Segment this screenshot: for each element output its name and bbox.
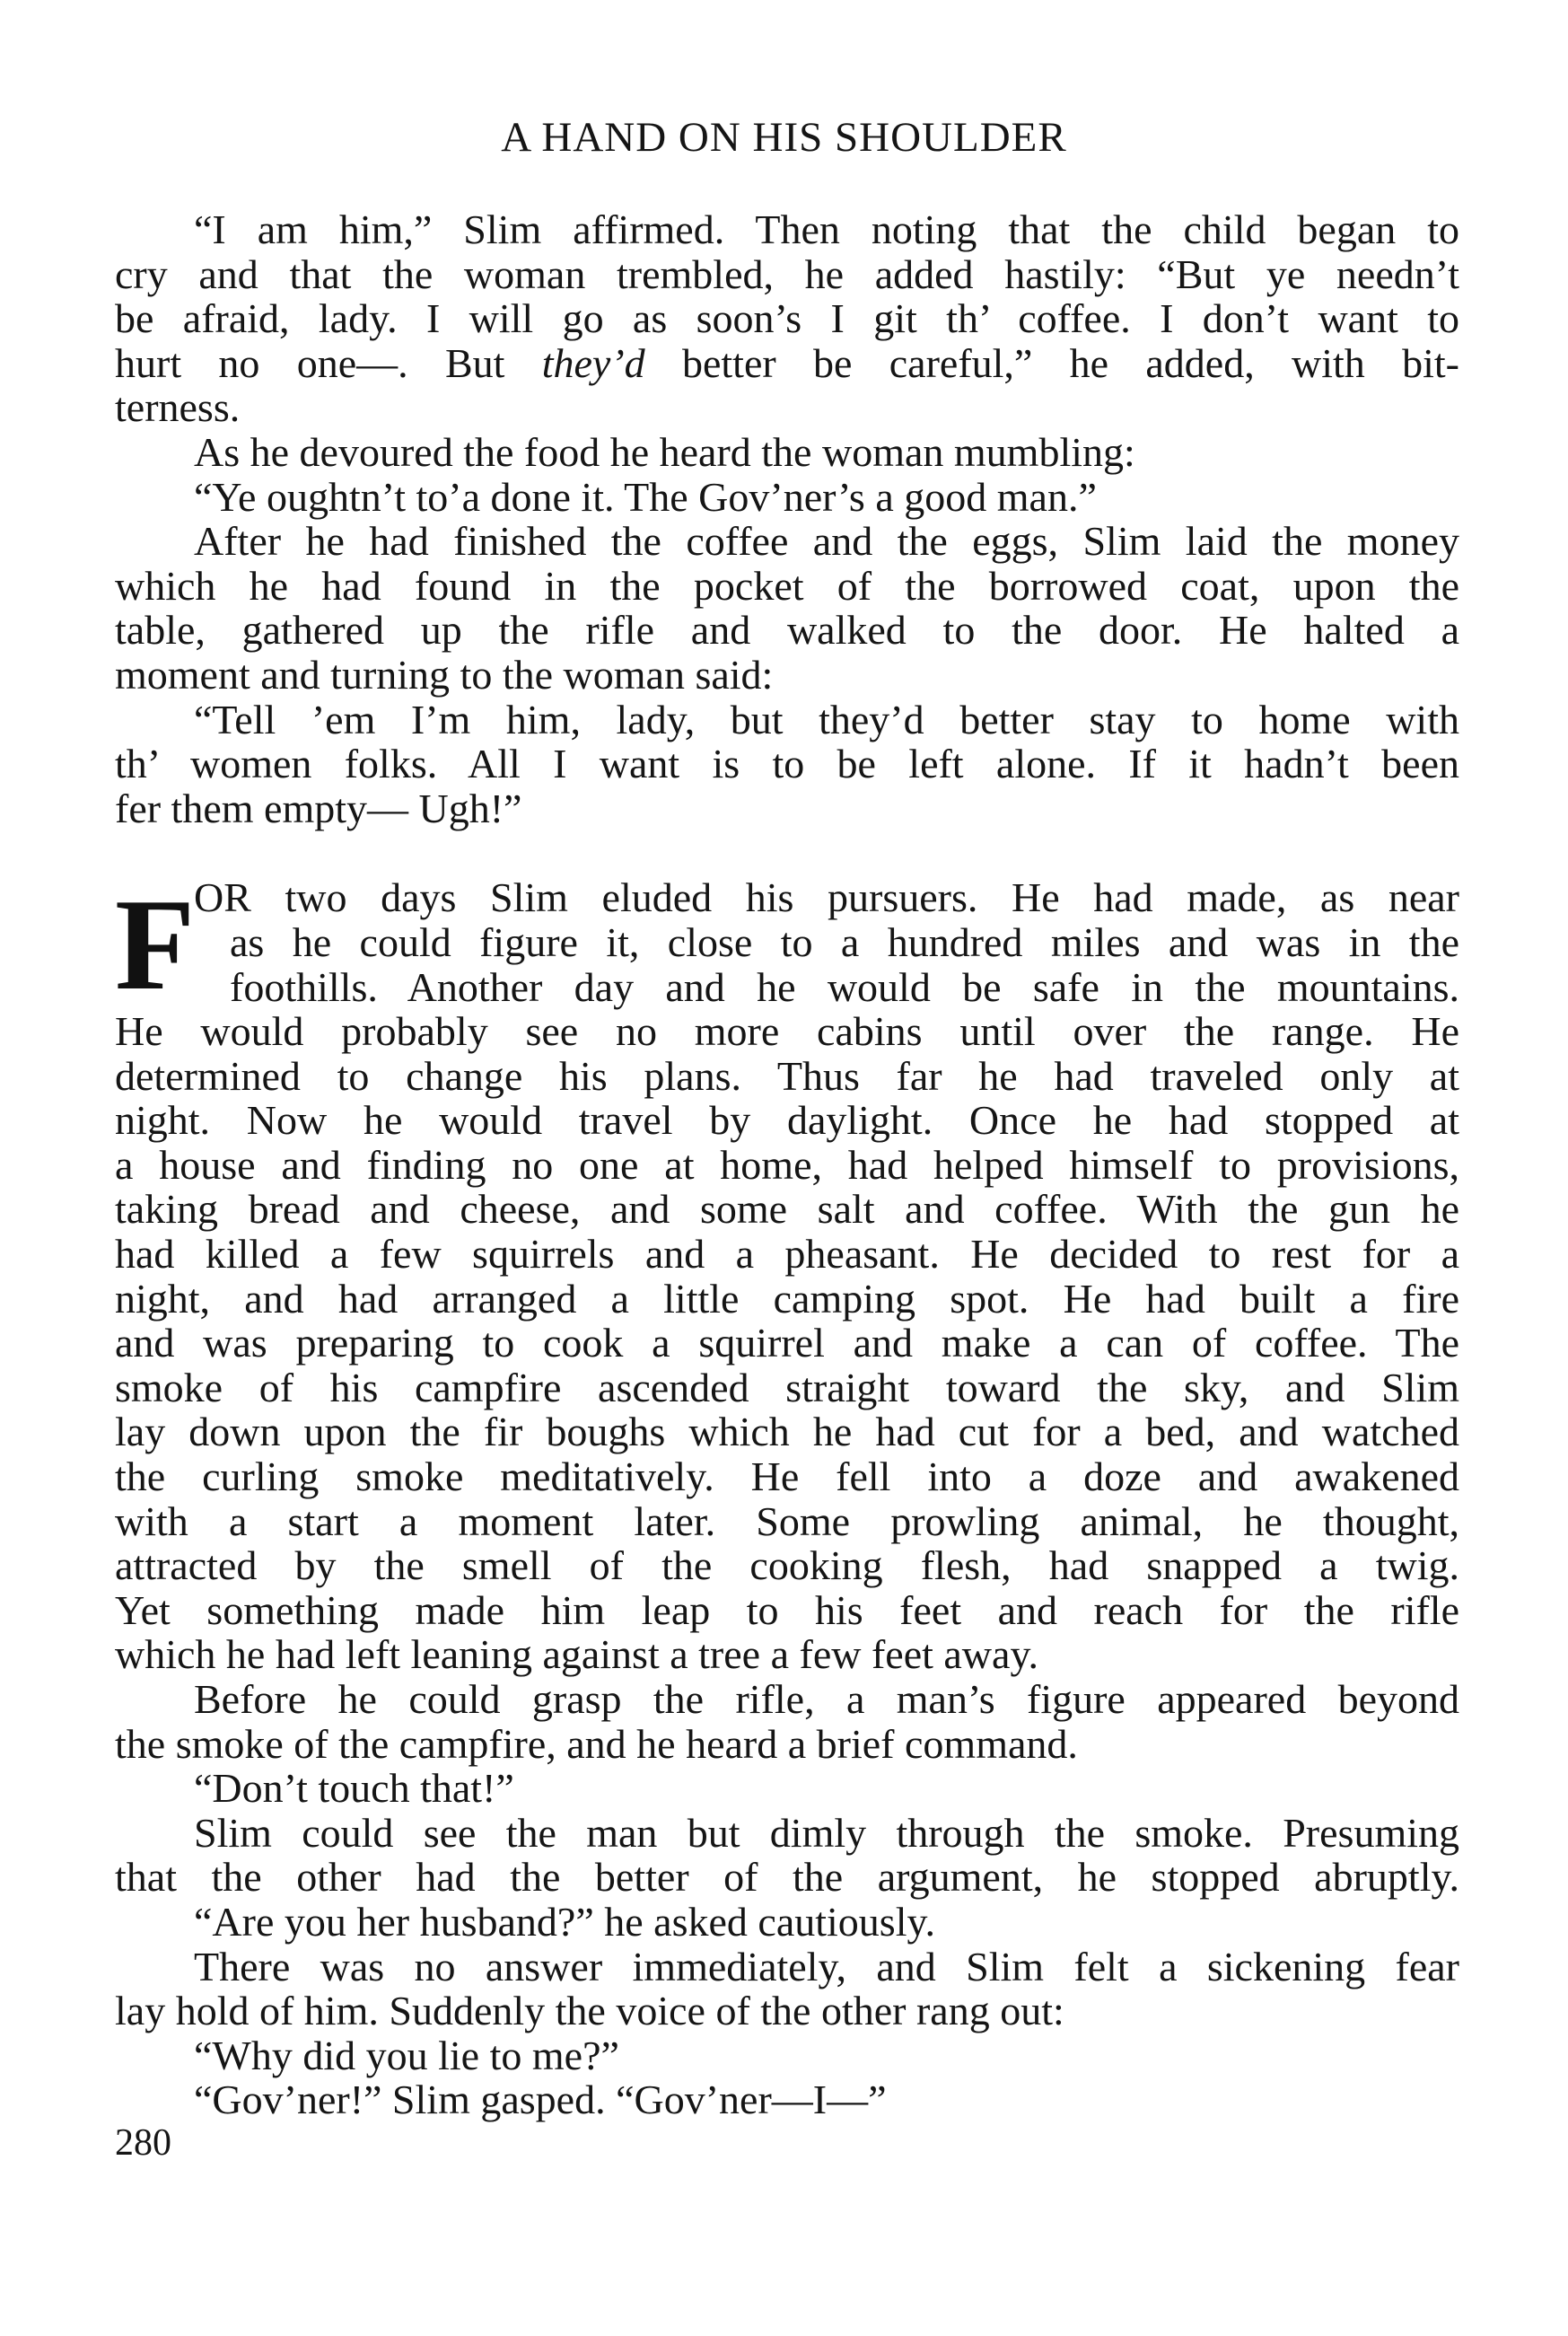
text-line: terness. bbox=[115, 384, 241, 431]
text-line: which he had found in the pocket of the borrowed coat, upon the bbox=[115, 562, 1459, 609]
text-line: foothills. Another day and he would be safe in the mountains. bbox=[230, 963, 1459, 1010]
drop-cap: F bbox=[115, 872, 196, 1018]
text-line: as he could figure it, close to a hundred miles and was in the bbox=[230, 918, 1459, 965]
text-line: Yet something made him leap to his feet and reach for the rifle bbox=[115, 1586, 1459, 1633]
text-line: which he had left leaning against a tree a few feet away. bbox=[115, 1631, 1038, 1678]
text-line: Before he could grasp the rifle, a man’s figure appeared beyond bbox=[194, 1676, 1459, 1722]
text-line: “Why did you lie to me?” bbox=[194, 2032, 619, 2078]
text-line: “Ye oughtn’t to’a done it. The Gov’ner’s a good man.” bbox=[194, 473, 1097, 520]
dropcap-paragraph bbox=[115, 872, 1459, 1018]
text-line: had killed a few squirrels and a pheasant. He decided to rest for a bbox=[115, 1231, 1459, 1278]
text-line: a house and finding no one at home, had helped himself to provisions, bbox=[115, 1141, 1459, 1188]
text-line: lay hold of him. Suddenly the voice of the other rang out: bbox=[115, 1988, 1064, 2034]
running-head: A HAND ON HIS SHOULDER bbox=[501, 114, 1067, 161]
text-line: be afraid, lady. I will go as soon’s I git th’ coffee. I don’t want to bbox=[115, 295, 1459, 342]
text-line: lay down upon the fir boughs which he had cut for a bed, and watched bbox=[115, 1409, 1459, 1455]
section-break bbox=[115, 830, 1459, 875]
text-line bbox=[115, 341, 1459, 386]
text-line: smoke of his campfire ascended straight toward the sky, and Slim bbox=[115, 1364, 1459, 1410]
text-line: moment and turning to the woman said: bbox=[115, 651, 774, 698]
text-line: and was preparing to cook a squirrel and make a can of coffee. The bbox=[115, 1320, 1459, 1366]
text-line: th’ women folks. All I want is to be left alone. If it hadn’t been bbox=[115, 741, 1459, 787]
text-line: “Are you her husband?” he asked cautiously. bbox=[194, 1898, 936, 1945]
text-line: There was no answer immediately, and Slim felt a sickening fear bbox=[194, 1943, 1459, 1989]
text-line: He would probably see no more cabins until over the range. He bbox=[115, 1008, 1459, 1055]
text-line: After he had finished the coffee and the eggs, Slim laid the money bbox=[194, 518, 1459, 565]
text-line: Slim could see the man but dimly through the smoke. Presuming bbox=[194, 1809, 1459, 1856]
text-run: hurt no one—. But bbox=[115, 339, 542, 386]
text-line: “Tell ’em I’m him, lady, but they’d better stay to home with bbox=[194, 696, 1459, 742]
text-line: table, gathered up the rifle and walked to the door. He halted a bbox=[115, 607, 1459, 654]
body-text bbox=[115, 207, 1459, 2122]
text-line: the smoke of the campfire, and he heard a brief command. bbox=[115, 1720, 1078, 1767]
text-line: determined to change his plans. Thus far he had traveled only at bbox=[115, 1052, 1459, 1099]
text-line: the curling smoke meditatively. He fell into a doze and awakened bbox=[115, 1453, 1459, 1500]
text-line: night. Now he would travel by daylight. Once he had stopped at bbox=[115, 1097, 1459, 1144]
text-line: OR two days Slim eluded his pursuers. He had made, as near bbox=[194, 874, 1459, 921]
text-line: taking bread and cheese, and some salt and coffee. With the gun he bbox=[115, 1186, 1459, 1233]
text-line: night, and had arranged a little camping spot. He had built a fire bbox=[115, 1275, 1459, 1322]
text-run: better be careful,” he added, with bit- bbox=[644, 339, 1459, 386]
text-line: fer them empty— Ugh!” bbox=[115, 785, 522, 831]
text-line: that the other had the better of the argument, he stopped abruptly. bbox=[115, 1854, 1459, 1901]
text-line: “I am him,” Slim affirmed. Then noting that the child began to bbox=[194, 206, 1459, 252]
text-line: As he devoured the food he heard the woman mumbling: bbox=[194, 428, 1135, 475]
text-line: attracted by the smell of the cooking flesh, had snapped a twig. bbox=[115, 1542, 1459, 1589]
text-line: “Don’t touch that!” bbox=[194, 1765, 514, 1812]
page-number: 280 bbox=[115, 2122, 171, 2164]
italic-word: they’d bbox=[541, 339, 645, 386]
text-line: cry and that the woman trembled, he added hastily: “But ye needn’t bbox=[115, 250, 1459, 297]
text-line: with a start a moment later. Some prowling animal, he thought, bbox=[115, 1497, 1459, 1544]
text-line: “Gov’ner!” Slim gasped. “Gov’ner—I—” bbox=[194, 2077, 887, 2123]
